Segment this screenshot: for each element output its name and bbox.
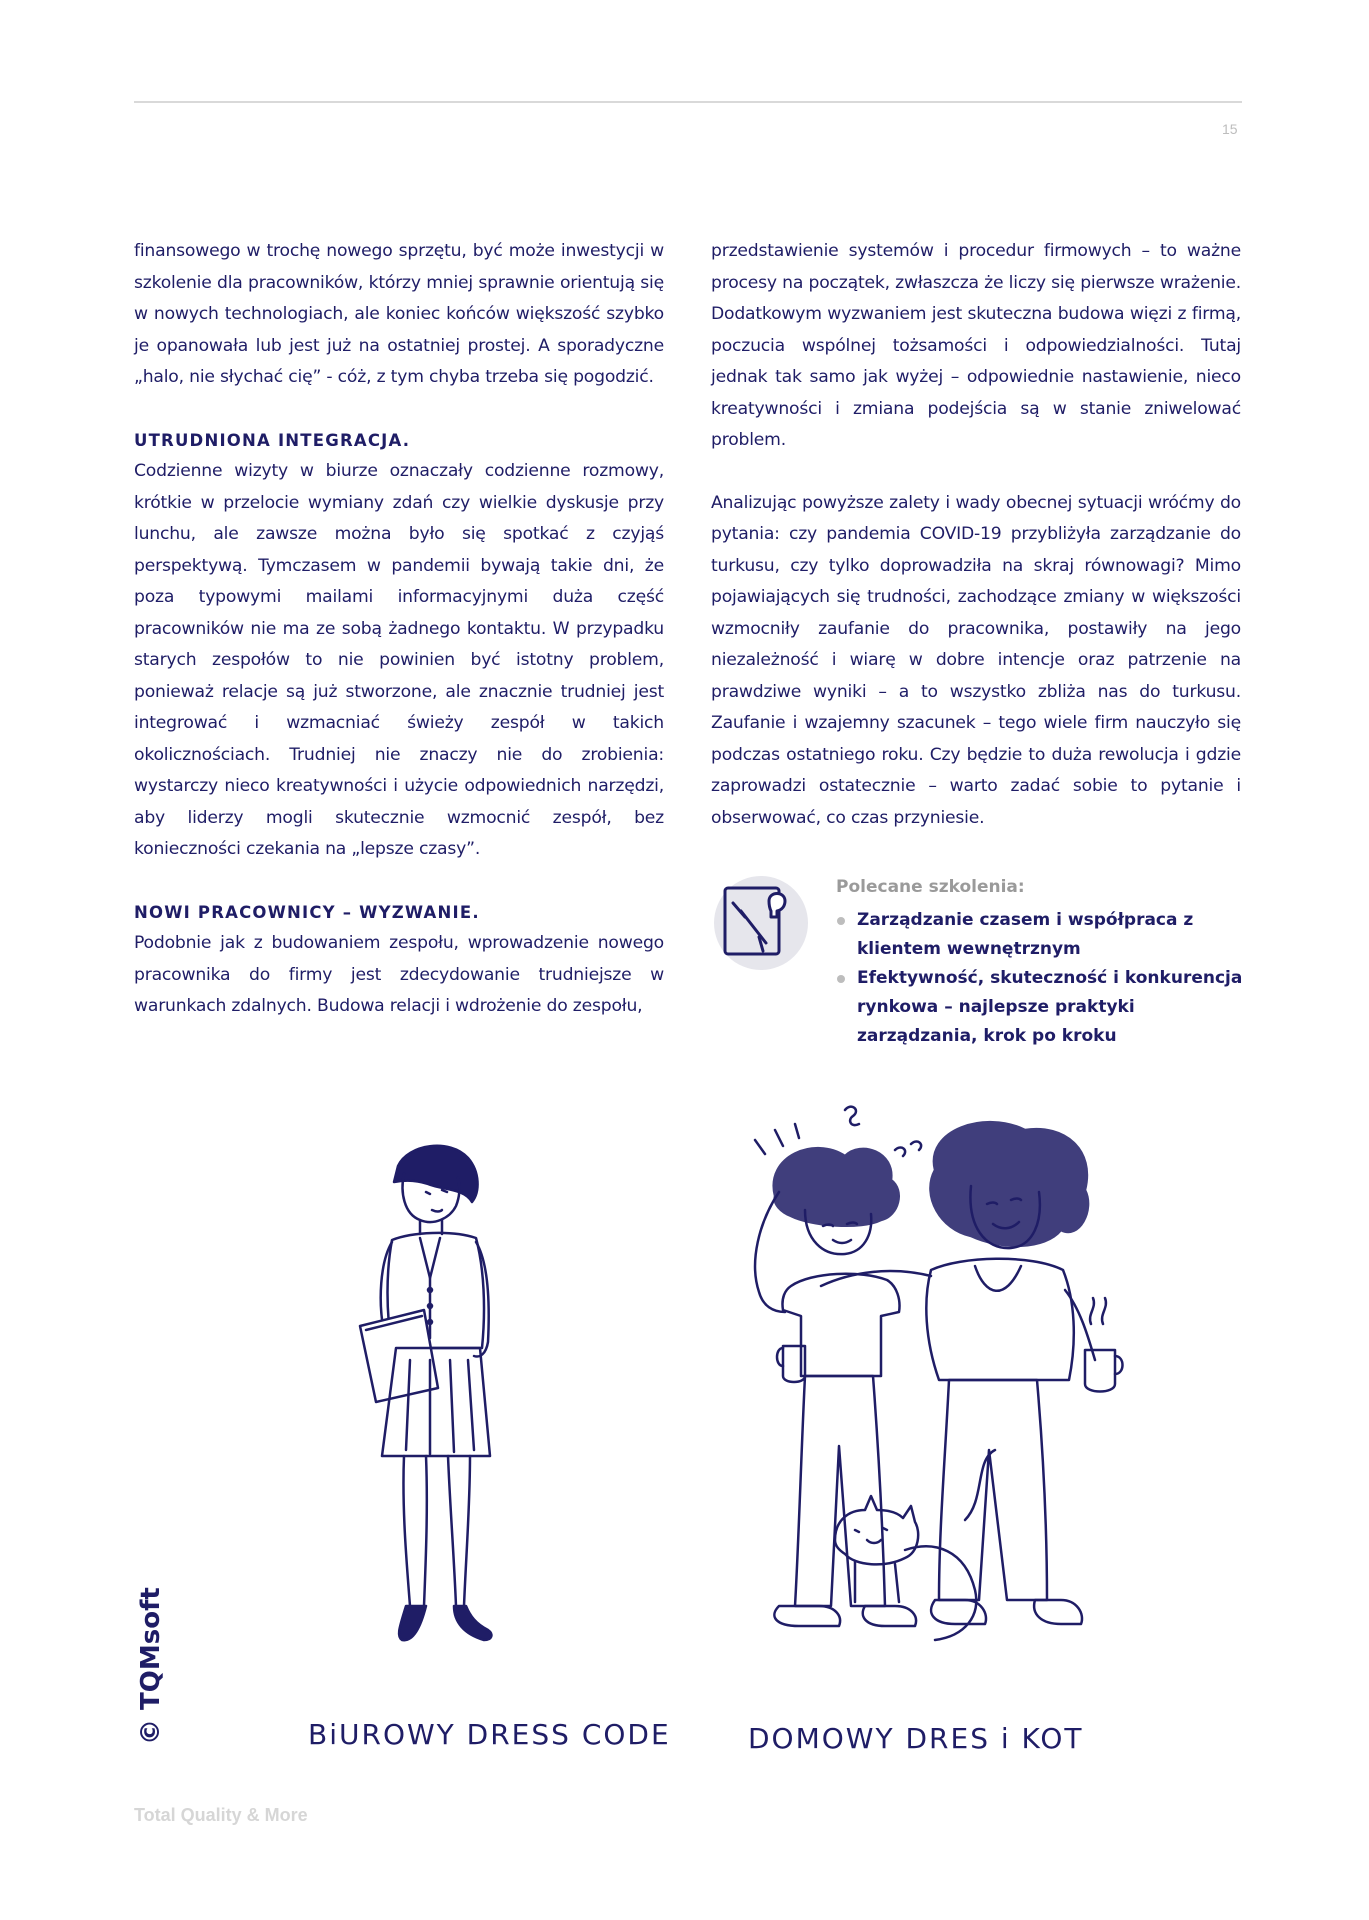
training-icon bbox=[711, 873, 811, 973]
training-item[interactable] bbox=[836, 964, 1256, 1051]
top-rule bbox=[134, 101, 1242, 103]
training-title: Polecane szkolenia: bbox=[836, 877, 1025, 897]
right-paragraph-1: przedstawienie systemów i procedur firmowych – to ważne procesy na początek, zwłaszcza że liczy się pierwsze wrażenie. Dodatkowym wyzwaniem jest skuteczna budowa więzi z firmą, poczucia wspólnej tożsamości i odpowiedzialności. Tutaj jednak tak samo jak wyżej – odpowiednie nastawienie, nieco kreatywności i zmiana podejścia są w stanie zniwelować problem. bbox=[711, 241, 1241, 450]
left-paragraph-1: finansowego w trochę nowego sprzętu, być może inwestycji w szkolenie dla pracowników, którzy mniej sprawnie orientują się w nowych technologiach, ale koniec końców większość szybko je opanowała lub jest już na ostatniej prostej. A sporadyczne „halo, nie słychać cię” - cóż, z tym chyba trzeba się pogodzić. bbox=[134, 241, 664, 387]
heading-integration: UTRUDNIONA INTEGRACJA. bbox=[134, 430, 411, 450]
home-people-cat-illustration bbox=[735, 1100, 1145, 1700]
training-list bbox=[836, 906, 1256, 1051]
office-woman-illustration bbox=[280, 1130, 560, 1690]
caption-home-tracksuit-cat: DOMOWY DRES i KOT bbox=[748, 1722, 1084, 1755]
footer-tagline: Total Quality & More bbox=[134, 1805, 308, 1825]
bullet-icon bbox=[837, 975, 845, 983]
recommended-trainings bbox=[711, 873, 1251, 1053]
right-column bbox=[711, 236, 1241, 834]
caption-office-dress-code: BiUROWY DRESS CODE bbox=[308, 1718, 671, 1751]
page-number: 15 bbox=[1222, 121, 1238, 137]
right-paragraph-2: Analizując powyższe zalety i wady obecnej sytuacji wróćmy do pytania: czy pandemia COVID-19 przybliżyła zarządzanie do turkusu, czy tylko doprowadziła na skraj równowagi? Mimo pojawiających się trudności, zachodzące zmiany w większości wzmocniły zaufanie do pracownika, postawiły na jego niezależność i wiarę w dobre intencje oraz patrzenie na prawdziwe wyniki – a to wszystko zbliża nas do turkusu. Zaufanie i wzajemny szacunek – tego wiele firm nauczyło się podczas ostatniego roku. Czy będzie to duża rewolucja i gdzie zaprowadzi ostatecznie – warto zadać sobie to pytanie i obserwować, co czas przyniesie. bbox=[711, 492, 1241, 828]
tqmsoft-logo bbox=[132, 1580, 166, 1745]
training-item-label: Zarządzanie czasem i współpraca z klientem wewnętrznym bbox=[857, 910, 1194, 959]
heading-new-employees: NOWI PRACOWNICY – WYZWANIE. bbox=[134, 902, 480, 922]
left-paragraph-2: Codzienne wizyty w biurze oznaczały codzienne rozmowy, krótkie w przelocie wymiany zdań czy wielkie dyskusje przy lunchu, ale zawsze można było się spotkać z czyjąś perspektywą. Tymczasem w pandemii bywają takie dni, że poza typowymi mailami informacyjnymi duża część pracowników nie ma ze sobą żadnego kontaktu. W przypadku starych zespołów to nie powinien być istotny problem, ponieważ relacje są już stworzone, ale znacznie trudniej jest integrować i wzmacniać świeży zespół w takich okolicznościach. Trudniej nie znaczy nie do zrobienia: wystarczy nieco kreatywności i użycie odpowiednich narzędzi, aby liderzy mogli skutecznie wzmocnić zespół, bez konieczności czekania na „lepsze czasy”. bbox=[134, 461, 664, 859]
left-paragraph-3: Podobnie jak z budowaniem zespołu, wprowadzenie nowego pracownika do firmy jest zdecydowanie trudniejsze w warunkach zdalnych. Budowa relacji i wdrożenie do zespołu, bbox=[134, 933, 664, 1016]
brand-text: © TQMsoft bbox=[136, 1587, 166, 1745]
training-item[interactable] bbox=[836, 906, 1256, 964]
bullet-icon bbox=[837, 917, 845, 925]
training-item-label: Efektywność, skuteczność i konkurencja rynkowa – najlepsze praktyki zarządzania, krok po kroku bbox=[857, 968, 1243, 1046]
left-column bbox=[134, 236, 664, 1023]
